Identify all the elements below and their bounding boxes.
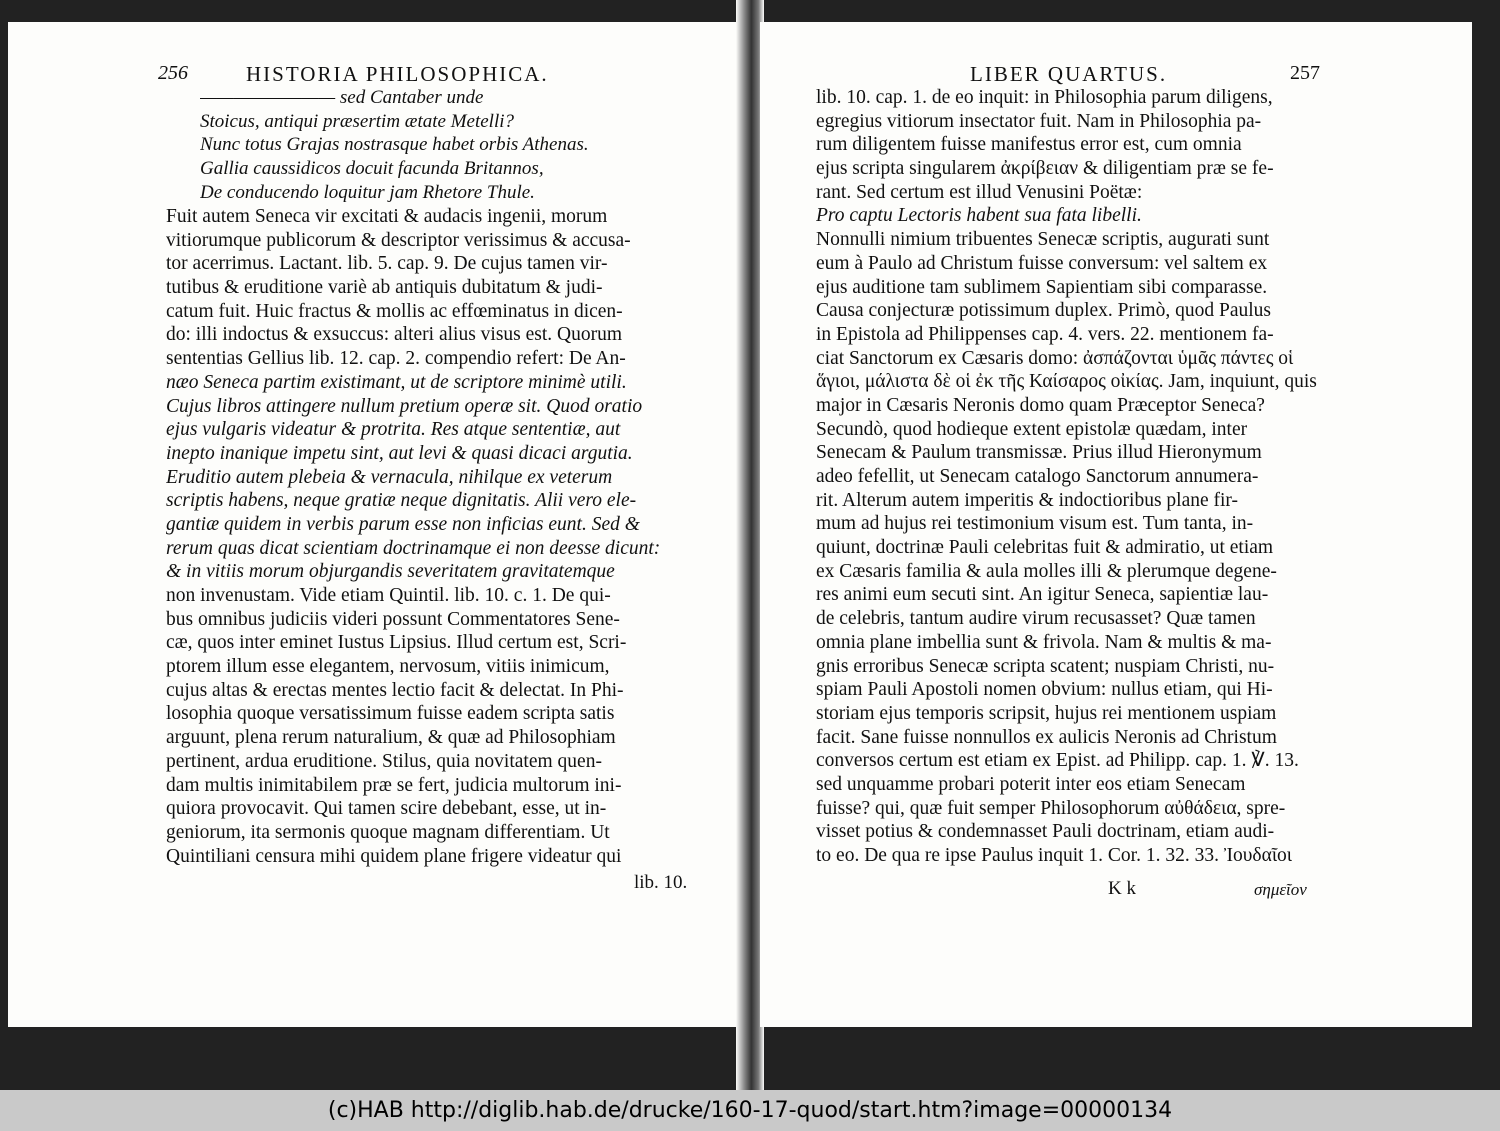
text-line: quiunt, doctrinæ Pauli celebritas fuit & admiratio, ut etiam (816, 537, 1274, 559)
text-line: dam multis inimitabilem præ se fert, judicia multorum ini- (166, 774, 622, 796)
text-line: & in vitiis morum objurgandis severitatem gravitatemque (166, 561, 615, 583)
text-line: conversos certum est etiam ex Epist. ad Philipp. cap. 1. ℣. 13. (816, 750, 1299, 772)
text-line: Quintiliani censura mihi quidem plane frigere videatur qui (166, 845, 622, 867)
text-line: gnis erroribus Senecæ scripta scatent; nuspiam Christi, nu- (816, 655, 1275, 677)
left-page (8, 22, 738, 1027)
text-line: scriptis habens, neque gratiæ neque dignitatis. Alii vero ele- (166, 490, 637, 512)
text-line: sed unquamme probari poterit inter eos etiam Senecam (816, 773, 1246, 795)
left-running-head: HISTORIA PHILOSOPHICA. (246, 62, 549, 86)
text-line: Pro captu Lectoris habent sua fata libelli. (816, 205, 1142, 227)
text-line: non invenustam. Vide etiam Quintil. lib. 10. c. 1. De qui- (166, 585, 611, 606)
text-line: cæ, quos inter eminet Iustus Lipsius. Illud certum est, Scri- (166, 632, 627, 654)
text-line: omnia plane imbellia sunt & frivola. Nam & multis & ma- (816, 631, 1272, 653)
text-line: visset potius & condemnasset Pauli doctrinam, etiam audi- (816, 821, 1275, 843)
verse-line: De conducendo loquitur jam Rhetore Thule. (200, 181, 535, 203)
text-line: quiora provocavit. Qui tamen scire debebant, esse, ut in- (166, 798, 607, 820)
text-line: Fuit autem Seneca vir excitati & audacis ingenii, morum (166, 206, 608, 227)
text-line: næo Seneca partim existimant, ut de scriptore minimè utili. (166, 371, 627, 393)
right-catchword: σημεῖον (1254, 880, 1307, 899)
right-page (760, 22, 1472, 1027)
right-body-text (816, 86, 1326, 868)
text-line: ejus vulgaris videatur & protrita. Res atque sententiæ, aut (166, 419, 621, 441)
text-line: lib. 10. cap. 1. de eo inquit: in Philosophia parum diligens, (816, 87, 1273, 108)
text-line: fuisse? qui, quæ fuit semper Philosophorum αὐθάδεια, spre- (816, 797, 1286, 819)
text-line: vitiorumque publicorum & descriptor verissimus & accusa- (166, 229, 631, 251)
text-line: de celebris, tantum audire virum recusasset? Quæ tamen (816, 608, 1256, 630)
text-line: major in Cæsaris Neronis domo quam Præceptor Seneca? (816, 394, 1265, 416)
right-running-head: LIBER QUARTUS. (970, 62, 1168, 86)
text-line: inepto inanique impetu sint, aut levi & quasi dicaci argutia. (166, 442, 633, 464)
text-line: tutibus & eruditione variè ab antiquis dubitatum & judi- (166, 277, 603, 299)
text-line: ἅγιοι, μάλιστα δὲ οἱ ἐκ τῆς Καίσαρος οἰκίας. Jam, inquiunt, quis (816, 371, 1317, 393)
text-line: geniorum, ita sermonis quoque magnam differentiam. Ut (166, 821, 610, 843)
verse-line: Gallia caussidicos docuit facunda Britannos, (200, 158, 544, 180)
verse-line: Stoicus, antiqui præsertim ætate Metelli? (200, 110, 515, 132)
text-line: storiam ejus temporis scripsit, hujus rei mentionem uspiam (816, 702, 1277, 724)
text-line: facit. Sane fuisse nonnullos ex aulicis Neronis ad Christum (816, 726, 1277, 748)
text-line: spiam Pauli Apostoli nomen obvium: nullus etiam, qui Hi- (816, 679, 1273, 701)
text-line: Nonnulli nimium tribuentes Senecæ scriptis, augurati sunt (816, 229, 1270, 251)
text-line: to eo. De qua re ipse Paulus inquit 1. Cor. 1. 32. 33. Ἰουδαῖοι (816, 845, 1293, 866)
text-line: egregius vitiorum insectator fuit. Nam in Philosophia pa- (816, 110, 1262, 132)
verse-line: Nunc totus Grajas nostrasque habet orbis Athenas. (200, 134, 589, 156)
verse-quotation (200, 86, 720, 204)
verse-line: ———————— sed Cantaber unde (200, 87, 484, 108)
left-page-number: 256 (158, 62, 188, 84)
text-line: eum à Paulo ad Christum fuisse conversum: vel saltem ex (816, 252, 1268, 274)
text-line: bus omnibus judiciis videri possunt Commentatores Sene- (166, 608, 620, 630)
text-line: pertinent, ardua eruditione. Stilus, quia novitatem quen- (166, 750, 602, 772)
text-line: Eruditio autem plebeia & vernacula, nihilque ex veterum (166, 466, 613, 488)
text-line: sententias Gellius lib. 12. cap. 2. compendio refert: De An- (166, 348, 626, 370)
copyright-footer: (c)HAB http://diglib.hab.de/drucke/160-17-quod/start.htm?image=00000134 (0, 1090, 1500, 1131)
text-line: cujus altas & erectas mentes lectio facit & delectat. In Phi- (166, 679, 624, 701)
text-line: tor acerrimus. Lactant. lib. 5. cap. 9. De cujus tamen vir- (166, 253, 608, 275)
text-line: ciat Sanctorum ex Cæsaris domo: ἀσπάζονται ὑμᾶς πάντες οἱ (816, 347, 1294, 369)
text-line: Secundò, quod hodieque extent epistolæ quædam, inter (816, 418, 1248, 440)
text-line: arguunt, plena rerum naturalium, & quæ ad Philosophiam (166, 727, 616, 749)
right-page-number: 257 (1290, 62, 1320, 84)
text-line: catum fuit. Huic fractus & mollis ac effœminatus in dicen- (166, 300, 623, 322)
text-line: Senecam & Paulum transmissæ. Prius illud Hieronymum (816, 442, 1262, 464)
left-catchword: lib. 10. (634, 872, 688, 893)
text-line: ejus auditione tam sublimem Sapientiam sibi comparasse. (816, 276, 1268, 298)
text-line: ejus scripta singularem ἀκρίβειαν & diligentiam præ se fe- (816, 158, 1274, 180)
text-line: ex Cæsaris familia & aula molles illi & plerumque degene- (816, 560, 1277, 582)
signature-mark: K k (1108, 878, 1136, 899)
text-line: do: illi indoctus & exsuccus: alteri alius visus est. Quorum (166, 324, 623, 346)
text-line: gantiæ quidem in verbis parum esse non inficias eunt. Sed & (166, 513, 640, 535)
left-body-text (166, 205, 701, 868)
text-line: res animi eum secuti sint. An igitur Seneca, sapientiæ lau- (816, 584, 1269, 606)
text-line: Cujus libros attingere nullum pretium operæ sit. Quod oratio (166, 395, 643, 417)
text-line: mum ad hujus rei testimonium visum est. Tum tanta, in- (816, 513, 1254, 535)
text-line: losophia quoque versatissimum fuisse eadem scripta satis (166, 703, 615, 725)
text-line: rit. Alterum autem imperitis & indoctioribus plane fir- (816, 489, 1239, 511)
text-line: rerum quas dicat scientiam doctrinamque ei non deesse dicunt: (166, 537, 661, 559)
text-line: Causa conjecturæ potissimum duplex. Primò, quod Paulus (816, 300, 1271, 322)
text-line: in Epistola ad Philippenses cap. 4. vers. 22. mentionem fa- (816, 323, 1274, 345)
text-line: adeo fefellit, ut Senecam catalogo Sanctorum annumera- (816, 466, 1259, 487)
text-line: ptorem illum esse elegantem, nervosum, vitiis inimicum, (166, 656, 610, 678)
text-line: rant. Sed certum est illud Venusini Poëtæ: (816, 181, 1143, 203)
text-line: rum diligentem fuisse manifestus error est, cum omnia (816, 134, 1242, 156)
